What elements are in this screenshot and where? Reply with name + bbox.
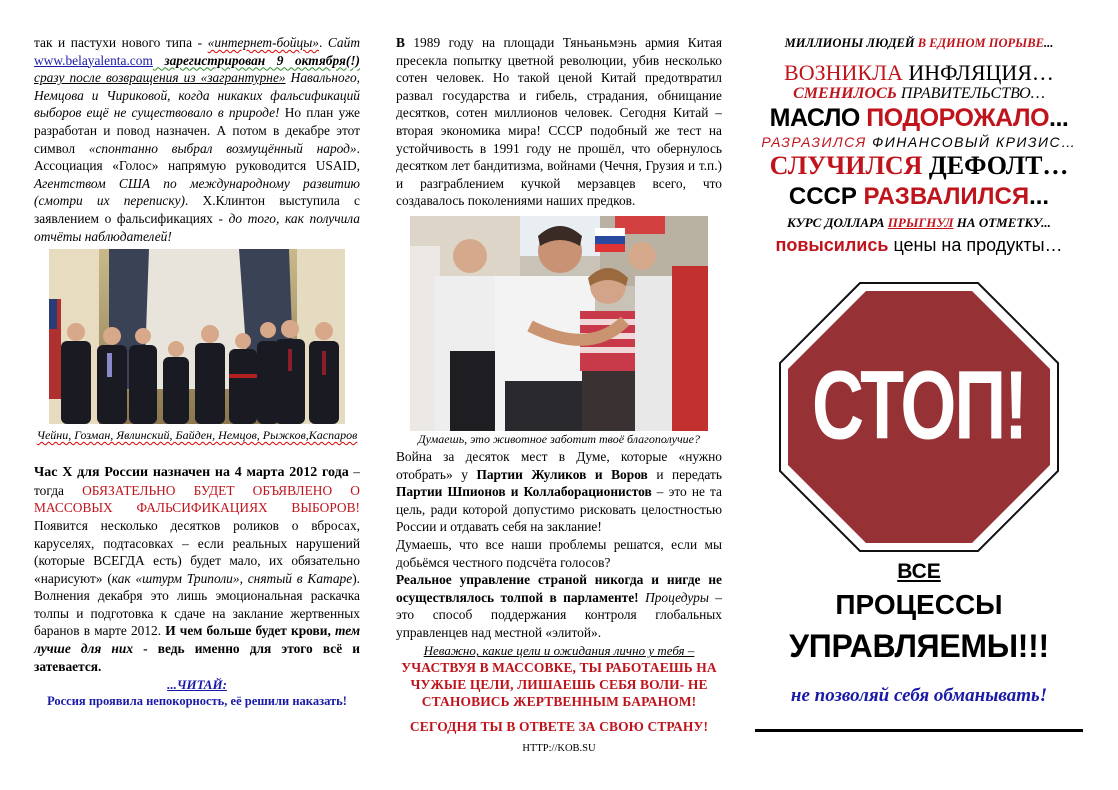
heading-inflation	[752, 61, 1086, 85]
text-registered: зарегистрирован 9 октября(!)	[152, 52, 360, 68]
text: ПОДОРОЖАЛО	[866, 104, 1050, 132]
text: В ЕДИНОМ ПОРЫВЕ	[917, 36, 1044, 50]
kob-url[interactable]: HTTP://KOB.SU	[522, 743, 596, 755]
text: ...	[1029, 183, 1050, 210]
text-announced: ОБЯЗАТЕЛЬНО БУДЕТ ОБЪЯВЛЕНО О МАССОВЫХ ФАЛЬСИФИКАЦИЯХ ВЫБОРОВ!	[34, 482, 360, 516]
text-party1: Партии Жуликов и Воров	[476, 466, 648, 482]
text: РАЗРАЗИЛСЯ	[761, 134, 867, 150]
divider-line	[755, 729, 1083, 732]
heading-crisis	[752, 133, 1086, 151]
heading-all: ВСЕ	[897, 560, 941, 583]
paragraph-real-control	[396, 571, 722, 641]
text: тем лучше для них	[34, 623, 360, 657]
photo-caption-middle: Думаешь, это животное заботит твоё благополучие?	[417, 431, 700, 446]
text: цены на продукты…	[888, 235, 1063, 255]
text: ДЕФОЛТ…	[922, 151, 1069, 180]
text: «спонтанно выбрал возмущённый народ»	[88, 140, 357, 156]
photo-nemtsov-crowd	[410, 216, 708, 431]
text: 1989 году на площади Тяньаньмэнь армия Китая пресекла попытку цветной революции, убив несколько сотен человек. Но такой ценой Китай предотвратил развал государства и гибель, страдания, обнищание десятков, сотен миллионов человек. Сегодня Китай – вторая экономика мира! СССР подобный же тест на устойчивость в 1991 году не прошёл, что обернулось десятком лет бандитизма, войнами (Чечня, Грузия и т.п.) и разграблением кучкой мерзавцев всего, что создавалось поколениями наших предков.	[396, 35, 722, 209]
text: ПРАВИТЕЛЬСТВО…	[896, 85, 1045, 102]
text: . Ассоциация «Голос» напрямую руководится USAID,	[34, 140, 360, 174]
stop-sign-label: СТОП!	[811, 352, 1027, 460]
site-link[interactable]: www.belayalenta.com	[34, 52, 153, 68]
heading-processes: ПРОЦЕССЫ	[835, 589, 1003, 620]
text: – тогда	[34, 464, 360, 498]
text: ИНФЛЯЦИЯ…	[902, 60, 1054, 85]
text-names: Навального, Немцова и Чириковой, когда никаких фальсификаций выборов ещё не существовало в природе!	[34, 70, 360, 121]
text: и передать	[647, 466, 722, 482]
text-party2: Партии Шпионов и Коллаборационистов	[396, 484, 652, 500]
text: – это не та цель, ради которой допустимо рисковать целостностью России и отдавать себя на заклание!	[396, 484, 723, 535]
heading-millions	[752, 36, 1086, 51]
photo-group-politicians	[49, 249, 345, 424]
heading-butter	[752, 103, 1086, 133]
text: МАСЛО	[769, 104, 867, 132]
text-no-matter: Неважно, какие цели и ожидания лично у тебя –	[423, 643, 695, 659]
heading-government	[752, 85, 1086, 103]
text: . Х.Клинтон выступила с заявлением о фальсификациях -	[34, 193, 360, 226]
text: И чем больше будет крови,	[165, 623, 335, 639]
heading-controlled: УПРАВЛЯЕМЫ!!!	[789, 628, 1049, 664]
column-left	[34, 34, 360, 709]
text: МИЛЛИОНЫ ЛЮДЕЙ	[784, 36, 918, 50]
paragraph-belayalenta: так и пастухи нового типа - «интернет-бойцы». Сайт www.belayalenta.com зарегистрирован 9 октября(!) сразу после возвращения из «загрантурне» Навального, Немцова и Чириковой, когда никаких фальсификаций выборов ещё не существовало в природе! Но план уже разработан и повод назначен. А потом в декабре этот символ «спонтанно выбрал возмущённый народ». Ассоциация «Голос» напрямую руководится USAID, Агентством США по международному развитию (смотри их переписку). Х.Клинтон выступила с заявлением о фальсификациях - до того, как получила отчёты наблюдателей!	[34, 35, 360, 244]
heading-dollar	[752, 213, 1086, 233]
column-middle	[396, 34, 722, 754]
text: СССР	[788, 183, 864, 210]
text: Но план уже разработан и повод назначен. А потом в декабре этот символ	[34, 105, 360, 156]
text: Процедуры	[645, 589, 709, 605]
paragraph-hour-x	[34, 463, 360, 675]
text: Агентством США по международному развитию (смотри их переписку)	[34, 175, 360, 209]
text: - ведь именно для этого всё и затевается.	[34, 641, 360, 674]
photo-caption-left	[34, 428, 360, 443]
text: так и пастухи нового типа -	[34, 35, 208, 50]
text-fighters: «интернет-бойцы»	[207, 35, 319, 50]
text: СЛУЧИЛСЯ	[769, 151, 923, 180]
text: до того, как получила отчёты наблюдателей!	[34, 210, 360, 244]
column-right	[752, 34, 1086, 732]
text-hour-x: Час Х для России назначен на 4 марта 2012 года	[34, 465, 349, 481]
text: Война за десяток мест в Думе, которые «нужно отобрать» у	[396, 448, 722, 482]
text: ...	[1049, 104, 1069, 132]
text: В	[396, 35, 405, 50]
text: СМЕНИЛОСЬ	[793, 85, 897, 102]
text: ...	[1043, 36, 1054, 50]
text: Чейни, Гозман, Явлинский, Байден, Немцов, Рыжков,Каспаров	[36, 428, 358, 443]
read-article-title: Россия проявила непокорность, её решили наказать!	[47, 694, 347, 709]
text: ФИНАНСОВЫЙ КРИЗИС…	[866, 134, 1077, 150]
heading-ussr	[752, 181, 1086, 213]
text: КУРС ДОЛЛАРА	[787, 215, 888, 230]
heading-default	[752, 151, 1086, 181]
text: как «штурм Триполи», снятый в Катаре	[111, 570, 353, 586]
text-responsible: СЕГОДНЯ ТЫ В ОТВЕТЕ ЗА СВОЮ СТРАНУ!	[409, 719, 709, 735]
text: ВОЗНИКЛА	[784, 60, 903, 85]
text: – это способ поддержания контроля глобальных управленцев над местной «элитой».	[396, 589, 722, 640]
text: ПРЫГНУЛ	[887, 215, 954, 230]
heading-prices	[752, 233, 1086, 257]
paragraph-honest-count: Думаешь, что все наши проблемы решатся, если мы добьёмся честного подсчёта голосов?	[396, 536, 722, 570]
text-after-return: сразу после возвращения из «загрантурне»	[34, 70, 286, 86]
read-link[interactable]: ...ЧИТАЙ:	[167, 677, 227, 693]
crowd-photo-image	[410, 216, 708, 431]
text: Сайт	[327, 35, 360, 50]
text: Реальное управление страной никогда и нигде не осуществлялось толпой в парламенте!	[396, 572, 722, 605]
text: РАЗВАЛИЛСЯ	[863, 183, 1030, 210]
paragraph-duma	[396, 448, 722, 536]
group-photo-image	[49, 249, 345, 424]
text: НА ОТМЕТКУ...	[953, 215, 1051, 230]
stop-sign	[778, 281, 1060, 553]
text: Появится несколько десятков роликов о вбросах, каруселях, подтасовках – если реальных нарушений (которые ВСЕГДА есть) будет мало, их обязательно «нарисуют» (	[34, 517, 360, 586]
paragraph-tiananmen	[396, 34, 722, 210]
text: ). Волнения декабря это лишь эмоциональная раскачка толпы и подготовка к сдаче на заклание жертвенных баранов в марте 2012.	[34, 570, 360, 639]
text-dont-be-fooled: не позволяй себя обманывать!	[790, 685, 1048, 706]
text: повысились	[775, 235, 889, 255]
text-warning: УЧАСТВУЯ В МАССОВКЕ, ТЫ РАБОТАЕШЬ НА ЧУЖЫЕ ЦЕЛИ, ЛИШАЕШЬ СЕБЯ ВОЛИ- НЕ СТАНОВИСЬ ЖЕРТВЕННЫМ БАРАНОМ!	[401, 660, 717, 710]
